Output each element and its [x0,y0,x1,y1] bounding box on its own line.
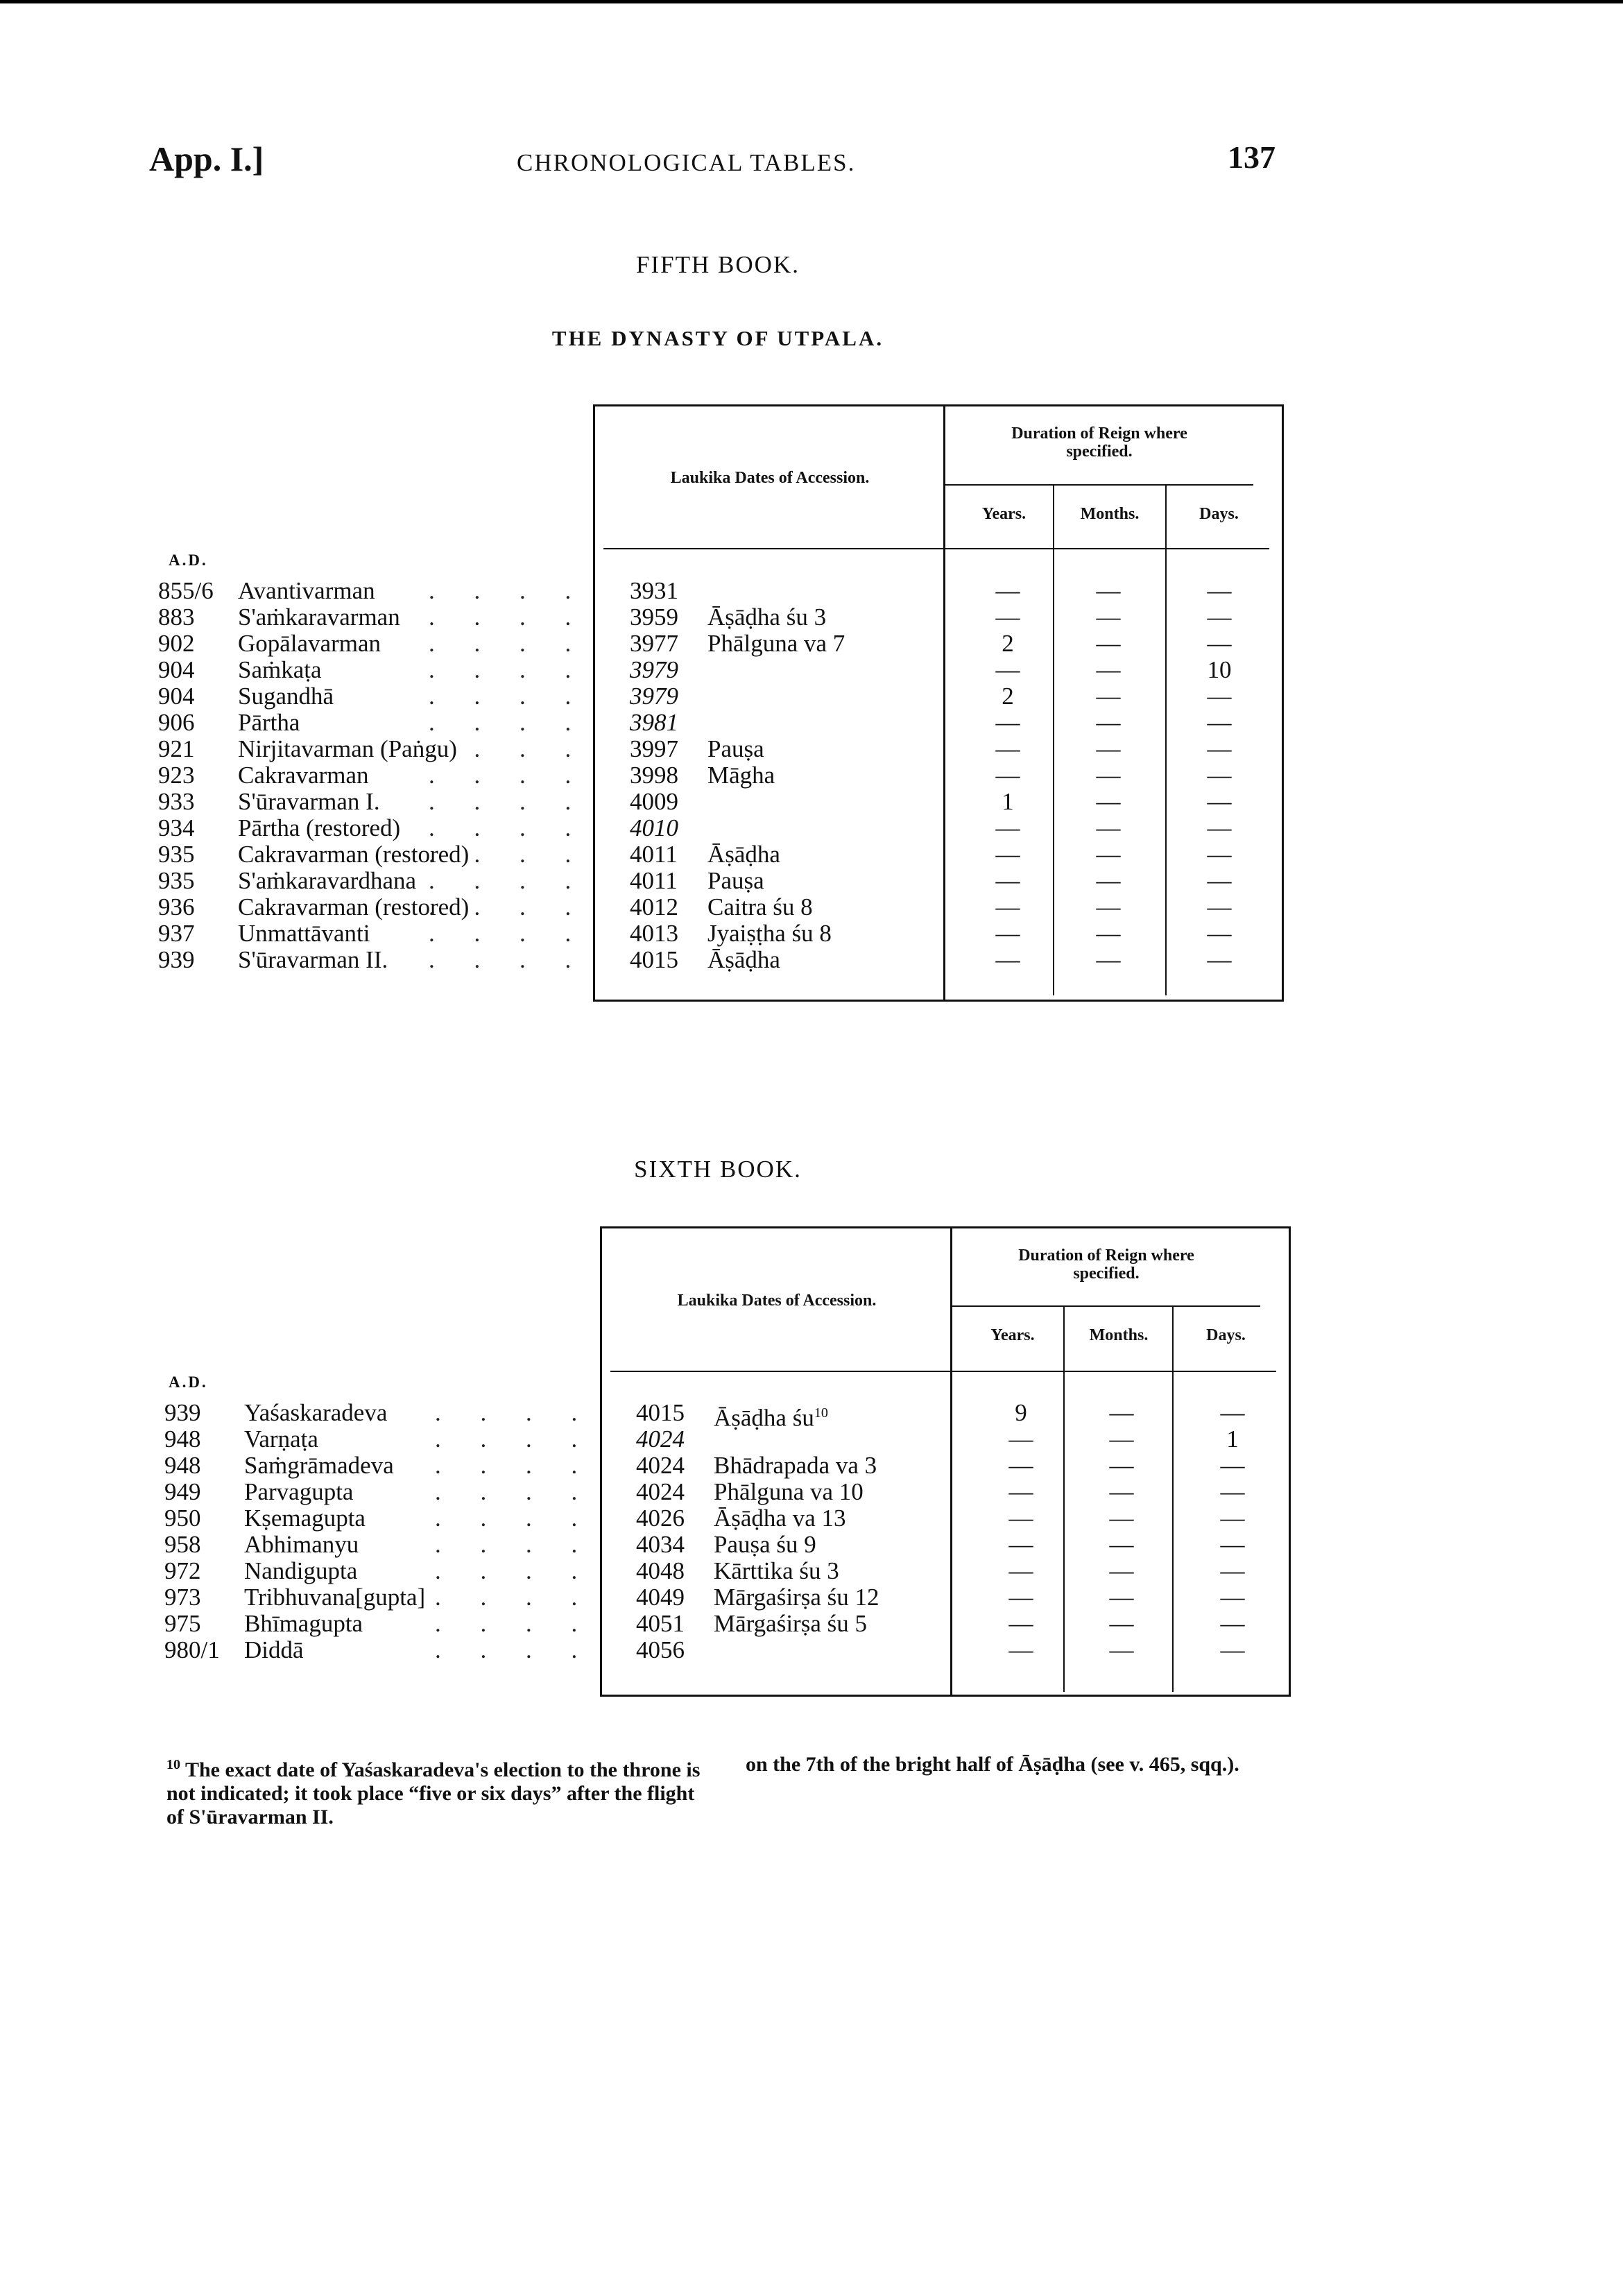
sixth-col-duration: Duration of Reign where specified. [1018,1246,1194,1283]
king-name: Saṁkaṭa [238,656,322,683]
ad-year: 906 [158,709,195,736]
months-cell: — [1096,841,1121,868]
days-cell: — [1220,1636,1245,1663]
king-name: Parvagupta [244,1478,354,1505]
months-cell: — [1096,762,1121,789]
laukika-year: 3981 [630,709,678,736]
leader-dots: . . . . [429,577,588,604]
laukika-month: Kārttika śu 3 [714,1557,839,1584]
fifth-ad-label: A.D. [169,551,208,569]
table-row [164,1532,1288,1558]
table-row [164,1399,1288,1432]
leader-dots: . . . . [429,762,588,789]
days-cell: — [1207,630,1232,657]
leader-dots: . . . . [429,814,588,841]
months-cell: — [1096,630,1121,657]
laukika-month: Āṣāḍha śu 3 [707,603,827,631]
laukika-year: 4012 [630,893,678,920]
leader-dots: . . . . [429,920,588,947]
table-row [158,631,1282,657]
sixth-duration-rule [952,1305,1260,1307]
ad-year: 939 [164,1399,201,1426]
footnote-left-text: The exact date of Yaśaskaradeva's election to the throne is not indicated; it took place “five or six days” after the flight of S'ūravarman II. [166,1758,701,1828]
days-cell: — [1207,893,1232,920]
laukika-year: 4024 [636,1425,685,1453]
laukika-month: Phālguna va 7 [707,630,845,657]
king-name: S'aṁkaravardhana [238,867,417,894]
fifth-col-laukika: Laukika Dates of Accession. [670,469,870,487]
leader-dots: . . . . [429,735,588,762]
leader-dots: . . . . [435,1478,594,1505]
days-cell: — [1220,1478,1245,1505]
days-cell: — [1207,946,1232,973]
king-name: S'ūravarman I. [238,788,380,815]
leader-dots: . . . . [435,1557,594,1584]
king-name: Cakravarman [238,762,369,789]
days-cell: — [1207,735,1232,762]
laukika-month: Bhādrapada va 3 [714,1452,877,1479]
ad-year: 949 [164,1478,201,1505]
months-cell: — [1109,1478,1134,1505]
leader-dots: . . . . [435,1505,594,1532]
leader-dots: . . . . [435,1584,594,1611]
leader-dots: . . . . [435,1399,594,1426]
sixth-ad-label: A.D. [169,1373,208,1391]
months-cell: — [1096,867,1121,894]
laukika-year: 4015 [630,946,678,973]
sixth-rows [164,1400,1288,1663]
months-cell: — [1109,1610,1134,1637]
fifth-rows [158,578,1282,973]
laukika-year: 3931 [630,577,678,604]
footnote-left [166,1753,714,1829]
laukika-month: Āṣāḍha śu$^{10}$ [714,1404,828,1432]
days-cell: — [1220,1505,1245,1532]
months-cell: — [1096,577,1121,604]
king-name: Nirjitavarman (Paṅgu) [238,735,457,762]
months-cell: — [1096,709,1121,736]
table-row [158,868,1282,894]
days-cell: — [1207,577,1232,604]
footnote-mark: 10 [166,1757,180,1772]
king-name: S'aṁkaravarman [238,603,400,631]
leader-dots: . . . . [429,709,588,736]
sixth-book-title: SIXTH BOOK. [634,1156,802,1183]
sixth-header-rule [610,1371,1276,1372]
laukika-year: 3997 [630,735,678,762]
table-row [158,841,1282,868]
laukika-year: 4051 [636,1610,685,1637]
months-cell: — [1109,1399,1134,1426]
years-cell: — [1008,1636,1033,1663]
king-name: Diddā [244,1636,304,1663]
sixth-col-years: Years. [990,1326,1035,1344]
months-cell: — [1096,814,1121,841]
days-cell: — [1207,788,1232,815]
ad-year: 973 [164,1584,201,1611]
table-row [158,710,1282,736]
days-cell: 1 [1226,1425,1239,1453]
fifth-col-duration: Duration of Reign where specified. [1011,425,1187,461]
fifth-header-rule [603,548,1269,549]
ad-year: 937 [158,920,195,947]
king-name: Gopālavarman [238,630,381,657]
years-cell: — [1008,1478,1033,1505]
table-row [158,894,1282,920]
page-number: 137 [1228,139,1276,175]
months-cell: — [1096,893,1121,920]
years-cell: — [1008,1505,1033,1532]
table-row [164,1611,1288,1637]
laukika-year: 4024 [636,1478,685,1505]
years-cell: — [995,893,1020,920]
table-row [164,1479,1288,1505]
ad-year: 935 [158,867,195,894]
laukika-month: Māgha [707,762,775,789]
table-row [158,789,1282,815]
months-cell: — [1109,1425,1134,1453]
ad-year: 958 [164,1531,201,1558]
table-row [164,1584,1288,1611]
years-cell: — [1008,1531,1033,1558]
years-cell: 9 [1015,1399,1027,1426]
leader-dots: . . . . [435,1531,594,1558]
laukika-year: 3979 [630,656,678,683]
leader-dots: . . . . [429,788,588,815]
leader-dots: . . . . [429,893,588,920]
days-cell: — [1220,1557,1245,1584]
ad-year: 980/1 [164,1636,220,1663]
laukika-year: 4013 [630,920,678,947]
table-row [158,815,1282,841]
fifth-duration-rule [945,484,1253,486]
fifth-col-days: Days. [1199,505,1239,523]
ad-year: 934 [158,814,195,841]
laukika-month: Āṣāḍha [707,841,780,868]
leader-dots: . . . . [429,946,588,973]
days-cell: — [1207,683,1232,710]
king-name: Cakravarman (restored) [238,841,470,868]
years-cell: — [995,762,1020,789]
ad-year: 972 [164,1557,201,1584]
ad-year: 904 [158,656,195,683]
days-cell: — [1207,920,1232,947]
years-cell: — [995,867,1020,894]
king-name: Bhīmagupta [244,1610,363,1637]
laukika-month: Āṣāḍha va 13 [714,1505,846,1532]
table-row [158,920,1282,947]
years-cell: — [1008,1557,1033,1584]
fifth-book-title: FIFTH BOOK. [636,251,800,278]
months-cell: — [1109,1505,1134,1532]
ad-year: 904 [158,683,195,710]
king-name: Avantivarman [238,577,375,604]
laukika-year: 4010 [630,814,678,841]
years-cell: — [995,920,1020,947]
months-cell: — [1096,788,1121,815]
months-cell: — [1109,1584,1134,1611]
king-name: Pārtha [238,709,300,736]
years-cell: — [995,603,1020,631]
footnote-ref: 10 [814,1405,828,1421]
running-head-title: CHRONOLOGICAL TABLES. [517,149,856,176]
ad-year: 950 [164,1505,201,1532]
years-cell: — [995,709,1020,736]
months-cell: — [1096,946,1121,973]
footnote-right: on the 7th of the bright half of Āṣāḍha (see v. 465, sqq.). [746,1753,1239,1776]
ad-year: 855/6 [158,577,214,604]
laukika-year: 4024 [636,1452,685,1479]
table-row [164,1426,1288,1453]
months-cell: — [1096,656,1121,683]
ad-year: 935 [158,841,195,868]
laukika-year: 4026 [636,1505,685,1532]
leader-dots: . . . . [429,841,588,868]
laukika-month: Pauṣa [707,867,764,894]
ad-year: 948 [164,1425,201,1453]
years-cell: — [995,735,1020,762]
king-name: Tribhuvana[gupta] [244,1584,426,1611]
days-cell: — [1207,762,1232,789]
months-cell: — [1096,683,1121,710]
leader-dots: . . . . [429,630,588,657]
table-row [158,762,1282,789]
laukika-year: 3977 [630,630,678,657]
months-cell: — [1096,920,1121,947]
laukika-year: 3998 [630,762,678,789]
laukika-year: 4015 [636,1399,685,1426]
months-cell: — [1109,1452,1134,1479]
months-cell: — [1096,603,1121,631]
laukika-year: 4011 [630,867,678,894]
days-cell: — [1207,709,1232,736]
fifth-col-months: Months. [1080,505,1140,523]
laukika-month: Caitra śu 8 [707,893,813,920]
laukika-month: Pauṣa [707,735,764,762]
leader-dots: . . . . [429,656,588,683]
table-row [164,1453,1288,1479]
sixth-col-months: Months. [1089,1326,1149,1344]
leader-dots: . . . . [435,1425,594,1453]
days-cell: 10 [1207,656,1232,683]
fifth-col-years: Years. [981,505,1027,523]
dynasty-title: THE DYNASTY OF UTPALA. [551,326,884,350]
laukika-year: 4049 [636,1584,685,1611]
king-name: Kṣemagupta [244,1505,366,1532]
ad-year: 933 [158,788,195,815]
days-cell: — [1220,1584,1245,1611]
years-cell: 2 [1002,630,1014,657]
table-row [158,657,1282,683]
ad-year: 975 [164,1610,201,1637]
table-row [158,683,1282,710]
days-cell: — [1220,1399,1245,1426]
years-cell: — [1008,1425,1033,1453]
laukika-year: 4011 [630,841,678,868]
laukika-year: 3959 [630,603,678,631]
years-cell: — [995,577,1020,604]
sixth-col-days: Days. [1206,1326,1246,1344]
years-cell: — [1008,1584,1033,1611]
king-name: S'ūravarman II. [238,946,388,973]
years-cell: — [1008,1610,1033,1637]
ad-year: 936 [158,893,195,920]
leader-dots: . . . . [435,1452,594,1479]
laukika-year: 4048 [636,1557,685,1584]
laukika-month: Phālguna va 10 [714,1478,864,1505]
ad-year: 939 [158,946,195,973]
ad-year: 902 [158,630,195,657]
top-rule [0,0,1623,3]
table-row [158,604,1282,631]
laukika-year: 4056 [636,1636,685,1663]
months-cell: — [1096,735,1121,762]
table-row [164,1505,1288,1532]
days-cell: — [1207,841,1232,868]
leader-dots: . . . . [435,1636,594,1663]
laukika-month: Pauṣa śu 9 [714,1531,816,1558]
laukika-year: 3979 [630,683,678,710]
king-name: Unmattāvanti [238,920,370,947]
days-cell: — [1207,867,1232,894]
days-cell: — [1220,1610,1245,1637]
months-cell: — [1109,1531,1134,1558]
king-name: Abhimanyu [244,1531,359,1558]
laukika-month: Mārgaśirṣa śu 12 [714,1584,879,1611]
years-cell: — [995,946,1020,973]
table-row [158,947,1282,973]
ad-year: 923 [158,762,195,789]
table-row [158,736,1282,762]
laukika-month: Jyaiṣṭha śu 8 [707,920,832,947]
table-row [164,1558,1288,1584]
leader-dots: . . . . [429,867,588,894]
table-row [164,1637,1288,1663]
running-head-left: App. I.] [149,139,264,178]
king-name: Varṇaṭa [244,1425,318,1453]
ad-year: 948 [164,1452,201,1479]
table-row [158,578,1282,604]
laukika-year: 4009 [630,788,678,815]
leader-dots: . . . . [435,1610,594,1637]
years-cell: 1 [1002,788,1014,815]
sixth-col-laukika: Laukika Dates of Accession. [677,1292,877,1310]
laukika-year: 4034 [636,1531,685,1558]
days-cell: — [1207,814,1232,841]
years-cell: — [995,841,1020,868]
ad-year: 883 [158,603,195,631]
king-name: Sugandhā [238,683,334,710]
months-cell: — [1109,1557,1134,1584]
king-name: Yaśaskaradeva [244,1399,388,1426]
days-cell: — [1220,1452,1245,1479]
king-name: Pārtha (restored) [238,814,401,841]
days-cell: — [1220,1531,1245,1558]
days-cell: — [1207,603,1232,631]
king-name: Saṁgrāmadeva [244,1452,394,1479]
months-cell: — [1109,1636,1134,1663]
laukika-month: Āṣāḍha [707,946,780,973]
leader-dots: . . . . [429,683,588,710]
years-cell: — [995,814,1020,841]
years-cell: 2 [1002,683,1014,710]
ad-year: 921 [158,735,195,762]
king-name: Cakravarman (restored) [238,893,470,920]
years-cell: — [995,656,1020,683]
laukika-month: Mārgaśirṣa śu 5 [714,1610,867,1637]
years-cell: — [1008,1452,1033,1479]
leader-dots: . . . . [429,603,588,631]
king-name: Nandigupta [244,1557,358,1584]
